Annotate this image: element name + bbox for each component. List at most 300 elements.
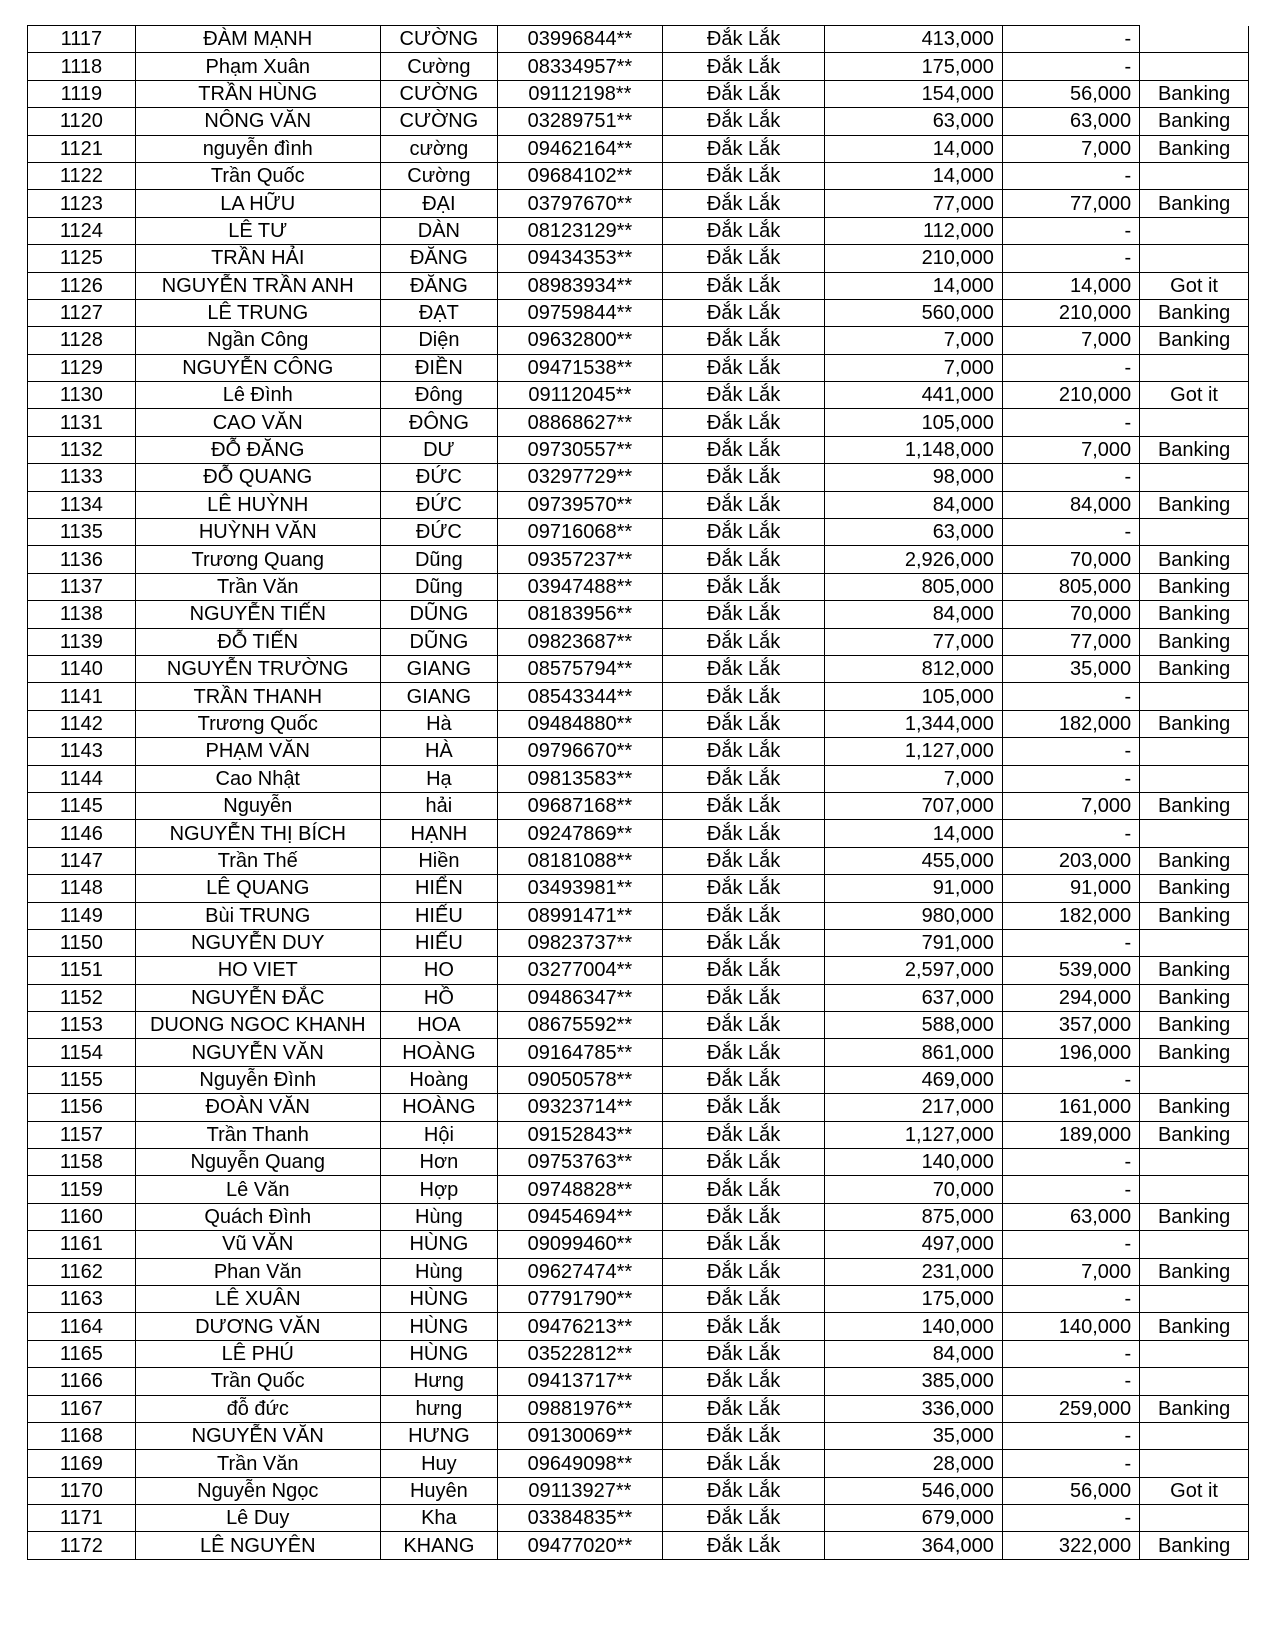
table-row <box>28 409 1249 436</box>
province-cell: Đắk Lắk <box>662 738 825 765</box>
province-cell: Đắk Lắk <box>662 1450 825 1477</box>
first-name-cell: ĐẠI <box>380 190 497 217</box>
amount-cell: 35,000 <box>825 1422 1002 1449</box>
amount-cell: 84,000 <box>825 601 1002 628</box>
phone-cell: 09454694** <box>498 1203 663 1230</box>
first-name-cell: Hợp <box>380 1176 497 1203</box>
payment-method-cell: Banking <box>1140 1094 1249 1121</box>
paid-cell: - <box>1002 1368 1139 1395</box>
last-name-cell: nguyễn đình <box>135 135 380 162</box>
payment-method-cell: Banking <box>1140 1313 1249 1340</box>
first-name-cell: Hơn <box>380 1149 497 1176</box>
phone-cell: 07791790** <box>498 1285 663 1312</box>
amount-cell: 861,000 <box>825 1039 1002 1066</box>
row-number-cell: 1121 <box>28 135 136 162</box>
paid-cell: - <box>1002 409 1139 436</box>
amount-cell: 7,000 <box>825 354 1002 381</box>
province-cell: Đắk Lắk <box>662 327 825 354</box>
table-row <box>28 80 1249 107</box>
payment-method-cell <box>1140 464 1249 491</box>
row-number-cell: 1169 <box>28 1450 136 1477</box>
table-row <box>28 1505 1249 1532</box>
paid-cell: 161,000 <box>1002 1094 1139 1121</box>
payment-method-cell <box>1140 1285 1249 1312</box>
amount-cell: 497,000 <box>825 1231 1002 1258</box>
payment-method-cell: Banking <box>1140 546 1249 573</box>
phone-cell: 08334957** <box>498 53 663 80</box>
table-row <box>28 299 1249 326</box>
table-row <box>28 1121 1249 1148</box>
first-name-cell: Đông <box>380 382 497 409</box>
paid-cell: 63,000 <box>1002 1203 1139 1230</box>
first-name-cell: HƯNG <box>380 1422 497 1449</box>
table-row <box>28 436 1249 463</box>
last-name-cell: ĐỖ TIẾN <box>135 628 380 655</box>
amount-cell: 560,000 <box>825 299 1002 326</box>
amount-cell: 140,000 <box>825 1313 1002 1340</box>
table-row <box>28 1477 1249 1504</box>
amount-cell: 679,000 <box>825 1505 1002 1532</box>
amount-cell: 336,000 <box>825 1395 1002 1422</box>
phone-cell: 09323714** <box>498 1094 663 1121</box>
payment-method-cell: Banking <box>1140 1258 1249 1285</box>
payment-method-cell <box>1140 738 1249 765</box>
province-cell: Đắk Lắk <box>662 792 825 819</box>
province-cell: Đắk Lắk <box>662 1313 825 1340</box>
row-number-cell: 1129 <box>28 354 136 381</box>
paid-cell: 7,000 <box>1002 1258 1139 1285</box>
row-number-cell: 1126 <box>28 272 136 299</box>
payment-method-cell: Banking <box>1140 1532 1249 1559</box>
paid-cell: - <box>1002 929 1139 956</box>
province-cell: Đắk Lắk <box>662 1477 825 1504</box>
payment-method-cell: Banking <box>1140 108 1249 135</box>
phone-cell: 09112198** <box>498 80 663 107</box>
row-number-cell: 1160 <box>28 1203 136 1230</box>
row-number-cell: 1147 <box>28 847 136 874</box>
phone-cell: 08675592** <box>498 1012 663 1039</box>
row-number-cell: 1134 <box>28 491 136 518</box>
first-name-cell: hưng <box>380 1395 497 1422</box>
first-name-cell: Kha <box>380 1505 497 1532</box>
paid-cell: 322,000 <box>1002 1532 1139 1559</box>
province-cell: Đắk Lắk <box>662 80 825 107</box>
paid-cell: - <box>1002 26 1139 53</box>
payment-method-cell <box>1140 409 1249 436</box>
row-number-cell: 1154 <box>28 1039 136 1066</box>
row-number-cell: 1159 <box>28 1176 136 1203</box>
province-cell: Đắk Lắk <box>662 272 825 299</box>
table-row <box>28 217 1249 244</box>
first-name-cell: HOA <box>380 1012 497 1039</box>
phone-cell: 09130069** <box>498 1422 663 1449</box>
paid-cell: 77,000 <box>1002 190 1139 217</box>
table-row <box>28 847 1249 874</box>
amount-cell: 2,597,000 <box>825 957 1002 984</box>
first-name-cell: Hà <box>380 710 497 737</box>
table-row <box>28 1368 1249 1395</box>
last-name-cell: LÊ XUÂN <box>135 1285 380 1312</box>
first-name-cell: Hội <box>380 1121 497 1148</box>
last-name-cell: Lê Đình <box>135 382 380 409</box>
table-row <box>28 327 1249 354</box>
paid-cell: 210,000 <box>1002 299 1139 326</box>
phone-cell: 09813583** <box>498 765 663 792</box>
province-cell: Đắk Lắk <box>662 299 825 326</box>
last-name-cell: NGUYỄN DUY <box>135 929 380 956</box>
payment-method-cell: Banking <box>1140 875 1249 902</box>
first-name-cell: HÙNG <box>380 1231 497 1258</box>
payment-method-cell: Banking <box>1140 327 1249 354</box>
amount-cell: 154,000 <box>825 80 1002 107</box>
row-number-cell: 1140 <box>28 655 136 682</box>
amount-cell: 7,000 <box>825 765 1002 792</box>
row-number-cell: 1125 <box>28 245 136 272</box>
last-name-cell: LÊ NGUYÊN <box>135 1532 380 1559</box>
last-name-cell: LÊ TRUNG <box>135 299 380 326</box>
last-name-cell: HUỲNH VĂN <box>135 519 380 546</box>
province-cell: Đắk Lắk <box>662 135 825 162</box>
amount-cell: 455,000 <box>825 847 1002 874</box>
first-name-cell: HÙNG <box>380 1340 497 1367</box>
table-row <box>28 135 1249 162</box>
phone-cell: 09632800** <box>498 327 663 354</box>
phone-cell: 09823687** <box>498 628 663 655</box>
first-name-cell: ĐỨC <box>380 519 497 546</box>
row-number-cell: 1143 <box>28 738 136 765</box>
paid-cell: - <box>1002 53 1139 80</box>
table-row <box>28 1285 1249 1312</box>
last-name-cell: CAO VĂN <box>135 409 380 436</box>
paid-cell: - <box>1002 1149 1139 1176</box>
row-number-cell: 1155 <box>28 1066 136 1093</box>
paid-cell: 7,000 <box>1002 135 1139 162</box>
row-number-cell: 1128 <box>28 327 136 354</box>
table-row <box>28 1039 1249 1066</box>
payment-method-cell <box>1140 53 1249 80</box>
last-name-cell: ĐỖ QUANG <box>135 464 380 491</box>
last-name-cell: Trần Quốc <box>135 1368 380 1395</box>
payment-method-cell <box>1140 1422 1249 1449</box>
first-name-cell: DŨNG <box>380 628 497 655</box>
amount-cell: 231,000 <box>825 1258 1002 1285</box>
first-name-cell: ĐỨC <box>380 491 497 518</box>
payment-method-cell <box>1140 245 1249 272</box>
payment-method-cell: Banking <box>1140 135 1249 162</box>
data-table <box>27 25 1249 1560</box>
amount-cell: 588,000 <box>825 1012 1002 1039</box>
last-name-cell: NGUYỄN VĂN <box>135 1422 380 1449</box>
amount-cell: 175,000 <box>825 53 1002 80</box>
phone-cell: 09477020** <box>498 1532 663 1559</box>
amount-cell: 63,000 <box>825 108 1002 135</box>
payment-method-cell <box>1140 354 1249 381</box>
first-name-cell: HIỂN <box>380 875 497 902</box>
last-name-cell: Lê Văn <box>135 1176 380 1203</box>
first-name-cell: HIẾU <box>380 929 497 956</box>
first-name-cell: HÙNG <box>380 1313 497 1340</box>
first-name-cell: HÀ <box>380 738 497 765</box>
row-number-cell: 1170 <box>28 1477 136 1504</box>
amount-cell: 98,000 <box>825 464 1002 491</box>
province-cell: Đắk Lắk <box>662 710 825 737</box>
amount-cell: 2,926,000 <box>825 546 1002 573</box>
paid-cell: - <box>1002 519 1139 546</box>
paid-cell: - <box>1002 162 1139 189</box>
payment-method-cell <box>1140 1450 1249 1477</box>
payment-method-cell: Banking <box>1140 792 1249 819</box>
row-number-cell: 1141 <box>28 683 136 710</box>
payment-method-cell: Banking <box>1140 601 1249 628</box>
phone-cell: 09164785** <box>498 1039 663 1066</box>
paid-cell: 56,000 <box>1002 80 1139 107</box>
last-name-cell: LÊ TƯ <box>135 217 380 244</box>
payment-method-cell <box>1140 162 1249 189</box>
paid-cell: 70,000 <box>1002 546 1139 573</box>
table-row <box>28 573 1249 600</box>
row-number-cell: 1146 <box>28 820 136 847</box>
last-name-cell: Trần Thế <box>135 847 380 874</box>
payment-method-cell <box>1140 1066 1249 1093</box>
last-name-cell: Nguyễn <box>135 792 380 819</box>
first-name-cell: ĐĂNG <box>380 245 497 272</box>
first-name-cell: Hùng <box>380 1258 497 1285</box>
last-name-cell: DUONG NGOC KHANH <box>135 1012 380 1039</box>
phone-cell: 09152843** <box>498 1121 663 1148</box>
row-number-cell: 1148 <box>28 875 136 902</box>
province-cell: Đắk Lắk <box>662 1395 825 1422</box>
row-number-cell: 1133 <box>28 464 136 491</box>
first-name-cell: Hiền <box>380 847 497 874</box>
last-name-cell: NGUYỄN TIẾN <box>135 601 380 628</box>
last-name-cell: Ngần Công <box>135 327 380 354</box>
row-number-cell: 1124 <box>28 217 136 244</box>
payment-method-cell: Banking <box>1140 847 1249 874</box>
table-row <box>28 902 1249 929</box>
table-row <box>28 792 1249 819</box>
first-name-cell: Diện <box>380 327 497 354</box>
last-name-cell: NÔNG VĂN <box>135 108 380 135</box>
phone-cell: 08575794** <box>498 655 663 682</box>
payment-method-cell <box>1140 519 1249 546</box>
paid-cell: 182,000 <box>1002 710 1139 737</box>
amount-cell: 84,000 <box>825 1340 1002 1367</box>
amount-cell: 364,000 <box>825 1532 1002 1559</box>
amount-cell: 441,000 <box>825 382 1002 409</box>
amount-cell: 175,000 <box>825 1285 1002 1312</box>
paid-cell: - <box>1002 1285 1139 1312</box>
payment-method-cell: Banking <box>1140 984 1249 1011</box>
phone-cell: 08991471** <box>498 902 663 929</box>
first-name-cell: ĐIỀN <box>380 354 497 381</box>
province-cell: Đắk Lắk <box>662 1066 825 1093</box>
payment-method-cell <box>1140 765 1249 792</box>
province-cell: Đắk Lắk <box>662 519 825 546</box>
last-name-cell: Cao Nhật <box>135 765 380 792</box>
first-name-cell: HO <box>380 957 497 984</box>
amount-cell: 385,000 <box>825 1368 1002 1395</box>
payment-method-cell: Banking <box>1140 628 1249 655</box>
table-row <box>28 272 1249 299</box>
table-row <box>28 245 1249 272</box>
province-cell: Đắk Lắk <box>662 382 825 409</box>
paid-cell: - <box>1002 354 1139 381</box>
table-row <box>28 354 1249 381</box>
first-name-cell: HẠNH <box>380 820 497 847</box>
row-number-cell: 1132 <box>28 436 136 463</box>
amount-cell: 217,000 <box>825 1094 1002 1121</box>
last-name-cell: TRẦN HẢI <box>135 245 380 272</box>
row-number-cell: 1171 <box>28 1505 136 1532</box>
amount-cell: 14,000 <box>825 272 1002 299</box>
last-name-cell: Phan Văn <box>135 1258 380 1285</box>
province-cell: Đắk Lắk <box>662 1039 825 1066</box>
last-name-cell: LÊ QUANG <box>135 875 380 902</box>
amount-cell: 1,148,000 <box>825 436 1002 463</box>
amount-cell: 91,000 <box>825 875 1002 902</box>
row-number-cell: 1157 <box>28 1121 136 1148</box>
last-name-cell: TRẦN HÙNG <box>135 80 380 107</box>
phone-cell: 08983934** <box>498 272 663 299</box>
phone-cell: 09434353** <box>498 245 663 272</box>
row-number-cell: 1162 <box>28 1258 136 1285</box>
amount-cell: 812,000 <box>825 655 1002 682</box>
last-name-cell: Trương Quang <box>135 546 380 573</box>
first-name-cell: Hạ <box>380 765 497 792</box>
row-number-cell: 1130 <box>28 382 136 409</box>
table-row <box>28 1094 1249 1121</box>
phone-cell: 03947488** <box>498 573 663 600</box>
amount-cell: 28,000 <box>825 1450 1002 1477</box>
phone-cell: 09357237** <box>498 546 663 573</box>
province-cell: Đắk Lắk <box>662 491 825 518</box>
payment-method-cell <box>1140 1368 1249 1395</box>
phone-cell: 09112045** <box>498 382 663 409</box>
last-name-cell: DƯƠNG VĂN <box>135 1313 380 1340</box>
phone-cell: 09413717** <box>498 1368 663 1395</box>
paid-cell: - <box>1002 738 1139 765</box>
row-number-cell: 1118 <box>28 53 136 80</box>
table-row <box>28 738 1249 765</box>
first-name-cell: ĐỨC <box>380 464 497 491</box>
payment-method-cell <box>1140 929 1249 956</box>
phone-cell: 09739570** <box>498 491 663 518</box>
province-cell: Đắk Lắk <box>662 1285 825 1312</box>
row-number-cell: 1150 <box>28 929 136 956</box>
phone-cell: 09113927** <box>498 1477 663 1504</box>
amount-cell: 546,000 <box>825 1477 1002 1504</box>
amount-cell: 63,000 <box>825 519 1002 546</box>
first-name-cell: Hưng <box>380 1368 497 1395</box>
province-cell: Đắk Lắk <box>662 1012 825 1039</box>
phone-cell: 03384835** <box>498 1505 663 1532</box>
first-name-cell: Cường <box>380 162 497 189</box>
amount-cell: 14,000 <box>825 820 1002 847</box>
row-number-cell: 1120 <box>28 108 136 135</box>
province-cell: Đắk Lắk <box>662 1368 825 1395</box>
province-cell: Đắk Lắk <box>662 655 825 682</box>
last-name-cell: LÊ PHÚ <box>135 1340 380 1367</box>
amount-cell: 1,127,000 <box>825 1121 1002 1148</box>
row-number-cell: 1166 <box>28 1368 136 1395</box>
table-row <box>28 1258 1249 1285</box>
last-name-cell: Nguyễn Ngọc <box>135 1477 380 1504</box>
row-number-cell: 1168 <box>28 1422 136 1449</box>
table-row <box>28 382 1249 409</box>
table-row <box>28 820 1249 847</box>
province-cell: Đắk Lắk <box>662 1231 825 1258</box>
table-row <box>28 1532 1249 1559</box>
province-cell: Đắk Lắk <box>662 1176 825 1203</box>
payment-method-cell: Banking <box>1140 1121 1249 1148</box>
payment-method-cell: Banking <box>1140 1395 1249 1422</box>
phone-cell: 03297729** <box>498 464 663 491</box>
last-name-cell: đỗ đức <box>135 1395 380 1422</box>
last-name-cell: Lê Duy <box>135 1505 380 1532</box>
last-name-cell: ĐOÀN VĂN <box>135 1094 380 1121</box>
paid-cell: - <box>1002 1422 1139 1449</box>
table-row <box>28 1395 1249 1422</box>
table-row <box>28 957 1249 984</box>
row-number-cell: 1135 <box>28 519 136 546</box>
phone-cell: 09486347** <box>498 984 663 1011</box>
first-name-cell: Hùng <box>380 1203 497 1230</box>
table-row <box>28 1149 1249 1176</box>
phone-cell: 09823737** <box>498 929 663 956</box>
paid-cell: 91,000 <box>1002 875 1139 902</box>
paid-cell: 7,000 <box>1002 436 1139 463</box>
paid-cell: - <box>1002 1450 1139 1477</box>
table-body <box>28 26 1249 1560</box>
payment-method-cell: Got it <box>1140 1477 1249 1504</box>
paid-cell: 14,000 <box>1002 272 1139 299</box>
last-name-cell: TRẦN THANH <box>135 683 380 710</box>
paid-cell: - <box>1002 1231 1139 1258</box>
amount-cell: 980,000 <box>825 902 1002 929</box>
row-number-cell: 1163 <box>28 1285 136 1312</box>
last-name-cell: Trương Quốc <box>135 710 380 737</box>
first-name-cell: HÙNG <box>380 1285 497 1312</box>
paid-cell: 84,000 <box>1002 491 1139 518</box>
amount-cell: 1,344,000 <box>825 710 1002 737</box>
last-name-cell: ĐÀM MẠNH <box>135 26 380 53</box>
amount-cell: 413,000 <box>825 26 1002 53</box>
province-cell: Đắk Lắk <box>662 245 825 272</box>
payment-method-cell: Banking <box>1140 957 1249 984</box>
amount-cell: 637,000 <box>825 984 1002 1011</box>
row-number-cell: 1127 <box>28 299 136 326</box>
row-number-cell: 1158 <box>28 1149 136 1176</box>
row-number-cell: 1138 <box>28 601 136 628</box>
amount-cell: 105,000 <box>825 683 1002 710</box>
table-row <box>28 1231 1249 1258</box>
paid-cell: 539,000 <box>1002 957 1139 984</box>
phone-cell: 09684102** <box>498 162 663 189</box>
paid-cell: 182,000 <box>1002 902 1139 929</box>
table-row <box>28 875 1249 902</box>
province-cell: Đắk Lắk <box>662 1094 825 1121</box>
first-name-cell: Dũng <box>380 573 497 600</box>
phone-cell: 09748828** <box>498 1176 663 1203</box>
last-name-cell: Bùi TRUNG <box>135 902 380 929</box>
table-row <box>28 929 1249 956</box>
table-row <box>28 765 1249 792</box>
paid-cell: 203,000 <box>1002 847 1139 874</box>
row-number-cell: 1165 <box>28 1340 136 1367</box>
province-cell: Đắk Lắk <box>662 409 825 436</box>
first-name-cell: Huyên <box>380 1477 497 1504</box>
province-cell: Đắk Lắk <box>662 546 825 573</box>
